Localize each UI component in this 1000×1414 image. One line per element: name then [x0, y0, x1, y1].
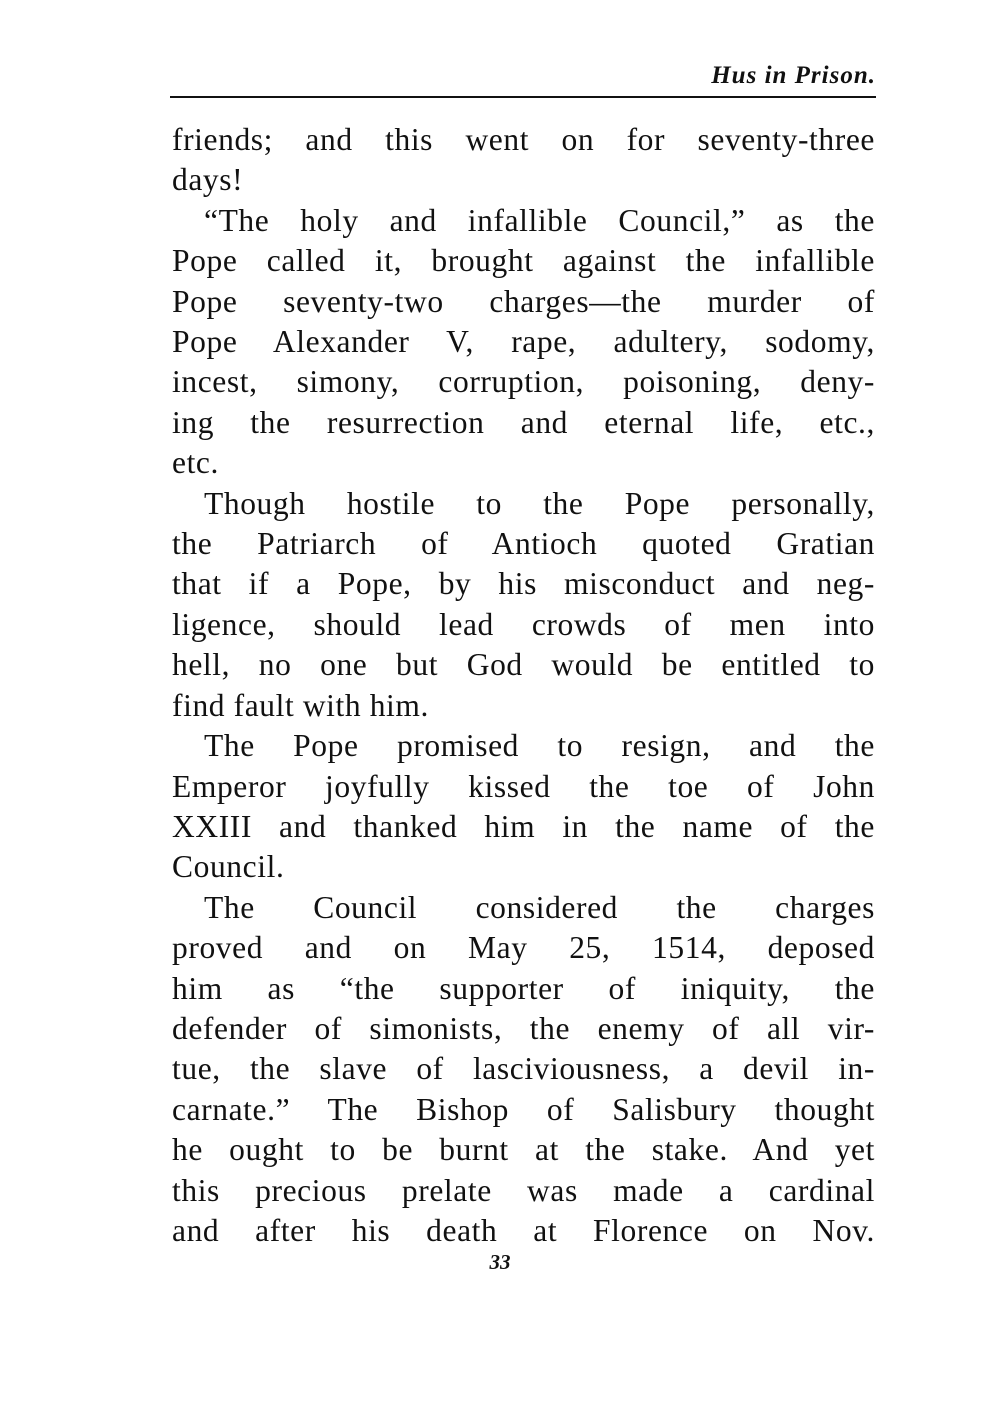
text-line: XXIII and thanked him in the name of the — [172, 808, 875, 844]
text-line: Council. — [172, 849, 285, 885]
body-text — [172, 120, 875, 1251]
text-line: hell, no one but God would be entitled to — [172, 647, 875, 683]
text-line: him as “the supporter of iniquity, the — [172, 970, 875, 1006]
running-head: Hus in Prison. — [711, 62, 876, 89]
header-rule — [170, 96, 876, 98]
text-line: “The holy and infallible Council,” as the — [204, 202, 875, 238]
text-line: Pope Alexander V, rape, adultery, sodomy, — [172, 324, 875, 360]
text-line: tue, the slave of lasciviousness, a devil in- — [172, 1051, 875, 1087]
text-line: friends; and this went on for seventy-three — [172, 122, 875, 157]
text-line: etc. — [172, 445, 219, 481]
text-line: Pope seventy-two charges—the murder of — [172, 283, 875, 319]
text-line: carnate.” The Bishop of Salisbury thought — [172, 1091, 875, 1127]
text-line: he ought to be burnt at the stake. And yet — [172, 1132, 875, 1168]
text-line: The Council considered the charges — [204, 889, 875, 925]
text-line: proved and on May 25, 1514, deposed — [172, 930, 875, 966]
text-line: that if a Pope, by his misconduct and neg- — [172, 566, 875, 602]
text-line: find fault with him. — [172, 687, 429, 723]
text-line: ligence, should lead crowds of men into — [172, 606, 875, 642]
text-line: defender of simonists, the enemy of all vir- — [172, 1010, 875, 1046]
text-line: incest, simony, corruption, poisoning, deny- — [172, 364, 875, 400]
text-line: Emperor joyfully kissed the toe of John — [172, 768, 875, 804]
text-line: Pope called it, brought against the infallible — [172, 243, 875, 279]
text-line: and after his death at Florence on Nov. — [172, 1212, 875, 1248]
text-line: Though hostile to the Pope personally, — [204, 485, 875, 521]
text-line: days! — [172, 162, 244, 198]
text-line: this precious prelate was made a cardinal — [172, 1172, 875, 1208]
text-line: The Pope promised to resign, and the — [204, 728, 875, 764]
text-line: the Patriarch of Antioch quoted Gratian — [172, 526, 875, 562]
page-number: 33 — [489, 1250, 511, 1274]
text-line: ing the resurrection and eternal life, etc., — [172, 404, 875, 440]
